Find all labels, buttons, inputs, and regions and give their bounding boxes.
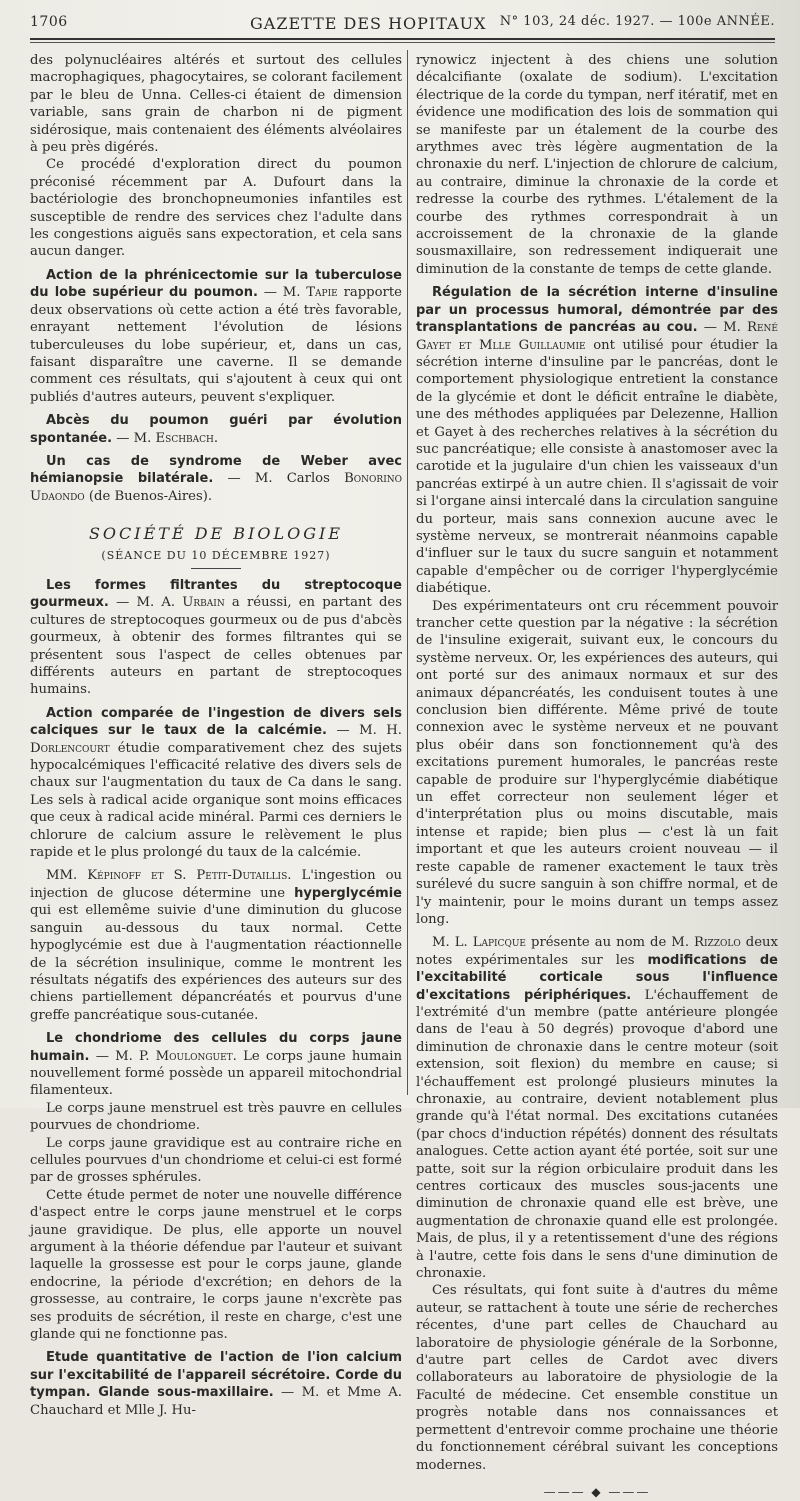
author-name: Moulonguet. [155,1048,237,1064]
author-name: — M. et Mme A. Chauchard et Mlle J. Hu- [30,1385,402,1418]
article-text: M. L. [432,935,468,951]
article-text: deux notes expérimentales sur les [416,935,778,968]
article-text: étudie comparativement chez des sujets hypocalcémiques l'efficacité relative des divers sels de chaux sur l'augmentation du taux de Ca dans le sang. Les sels à radical acide organique sont moins efficaces que ceux à radical acide minéral. Parmi ces derniers le chlorure de calcium assure le relèvement le plus rapide et le plus prolongé du taux de la calcémie. [30,740,402,861]
paragraph: Le corps jaune menstruel est très pauvre en cellules pourvues de chondriome. [30,1100,402,1134]
article-title: Action de la phrénicectomie sur la tuberculose du lobe supérieur du poumon. [30,267,402,301]
header-rule [30,38,775,40]
author-name: Eschbach. [155,430,219,446]
author-name: Urbain [182,595,225,611]
short-rule [191,568,241,569]
issue-info: N° 103, 24 déc. 1927. — 100e ANNÉE. [499,14,775,29]
society-sitting: (SÉANCE DU 10 DÉCEMBRE 1927) [101,548,331,562]
article-entry [30,1349,402,1419]
paragraph: Ce procédé d'exploration direct du poumon préconisé récemment par A. Dufourt dans la bactériologie des bronchopneumonies infantiles est susceptible de rendre des services chez l'adulte dans les congestions aiguës sans expectoration, et cela sans aucun danger. [30,157,402,260]
left-column [30,52,402,1419]
article-text: ont utilisé pour étudier la sécrétion interne d'insuline par le pancréas, dont le comportement physiologique entretient la constance de la glycémie et dont le déficit entraîne le diabète, une des méthodes appliquées par Delezenne, Hallion et Gayet à des recherches relatives à la sécrétion du suc pancréatique; elle consiste à anastomoser avec la carotide et la jugulaire d'un chien les vaisseaux d'un pancréas extirpé à un autre chien. Il s'agissait de voir si l'organe ainsi intercalé dans la circulation sanguine du porteur, mais sans connexion aucune avec le système nerveux, se montrerait néanmoins capable d'influer sur le taux du sucre sanguin et notamment capable d'empêcher ou de corriger l'hyperglycémie diabétique. [416,337,778,597]
article-entry [416,934,778,1282]
author-name: Képinoff et S. Petit-Dutaillis. [87,868,292,884]
article-keyword: hyperglycémie [294,885,402,901]
article-title: Abcès du poumon guéri par évolution spontanée. [30,413,402,446]
page-number: 1706 [30,14,68,30]
author-name: Bonorino Udaondo [30,471,403,504]
article-entry: Abcès du poumon guéri par évolution spontanée. — M. Eschbach. [30,413,402,446]
article-title: Action comparée de l'ingestion de divers sels calciques sur le taux de la calcémie. [30,705,402,739]
author-name: Dorlencourt [30,740,110,756]
paragraph: Cette étude permet de noter une nouvelle différence d'aspect entre le corps jaune menstruel et le corps jaune gravidique. De plus, elle apporte un nouvel argument à la théorie défendue par l'auteur et suivant laquelle la grossesse est pour le corps jaune, glande endocrine, la période d'excrétion; en dehors de la grossesse, au contraire, le corps jaune n'excrète pas ses produits de sécrétion, il reste en charge, c'est une glande qui ne fonctionne pas. [30,1187,402,1343]
article-text: L'échauffement de l'extrémité d'un membre (patte antérieure plongée dans de l'eau à 50 degrés) provoque d'abord une diminution de chronaxie dans le centre moteur (soit extension, soit flexion) du membre en cause; si l'échauffement est prolongé plusieurs minutes la chronaxie, au contraire, devient notablement plus grande qu'à l'état normal. Des excitations cutanées (par chocs d'induction répétés) donnent des résultats analogues. Cette action ayant été portée, soit sur une patte, soit sur la région orbiculaire produit dans les centres corticaux des muscles sous-jacents une diminution de chronaxie quand elle est brève, une augmentation de chronaxie quand elle est prolongée. Mais, de plus, il y a retentissement d'une des régions à l'autre, cette fois dans le sens d'une diminution de chronaxie. [416,987,778,1282]
article-entry: Les formes filtrantes du streptocoque gourmeux. — M. A. Urbain a réussi, en partant des cultures de streptocoques gourmeux ou de pus d'abcès gourmeux, à obtenir des formes filtrantes qui se présentent sous l'aspect de celles obtenues par différents auteurs en partant de streptocoques humains. [30,577,402,698]
journal-title: GAZETTE DES HOPITAUX [250,14,487,33]
article-entry: MM. Képinoff et S. Petit-Dutaillis. L'ingestion ou injection de glucose détermine une hyperglycémie qui est ellemême suivie d'une diminution du glucose sanguin au-dessous du taux normal. Cette hypoglycémie est due à l'augmentation réactionnelle de la sécrétion insulinique, comme le montrent les résultats négatifs des expériences des auteurs sur des chiens partiellement dépancréatés et pourvus d'une greffe pancréatique sous-cutanée. [30,868,403,1023]
article-text: rapporte deux observations où cette action a été très favorable, enrayant nettement l'évolution de lésions tuberculeuses du lobe supérieur, et, dans un cas, faisant disparaître une caverne. Il se demande comment ces résultats, qui s'ajoutent à ceux qui ont publiés d'autres auteurs, peuvent s'expliquer. [30,285,402,405]
article-entry: Un cas de syndrome de Weber avec hémianopsie bilatérale. — M. Carlos Bonorino Udaondo (de Buenos-Aires). [30,453,403,504]
article-text: qui est ellemême suivie d'une diminution du glucose sanguin au-dessous du taux normal. Cette hypoglycémie est due à l'augmentation réactionnelle de la sécrétion insulinique, comme le montrent les résultats négatifs des expériences des auteurs sur des chiens partiellement dépancréatés et pourvus d'une greffe pancréatique sous-cutanée. [30,903,402,1023]
author-name: — M. René Gayet et Mlle Guillaumie [416,320,778,353]
article-text: L'ingestion ou injection de glucose détermine une [30,868,403,901]
author-name: Tapie [306,285,338,301]
paragraph: des polynucléaires altérés et surtout des cellules macrophagiques, phagocytaires, se colorant facilement par le bleu de Unna. Celles-ci étaient de dimension variable, sans grain de charbon ni de pigment sidérosique, mais contenaient des éléments alvéolaires à peu près digérés. [30,53,402,156]
article-title: Etude quantitative de l'action de l'ion calcium sur l'excitabilité de l'appareil sécrétoire. Corde du tympan. Glande sous-maxillaire. [30,1350,402,1401]
article-title: Les formes filtrantes du streptocoque gourmeux. [30,577,402,611]
author-name: M. Carlos [254,471,330,487]
right-column [416,52,778,1501]
article-text: Le corps jaune humain nouvellement formé possède un appareil mitochondrial filamenteux. [30,1048,402,1099]
page-header [30,10,775,36]
article-entry: Action comparée de l'ingestion de divers sels calciques sur le taux de la calcémie. — M. H. Dorlencourt étudie comparativement chez des sujets hypocalcémiques l'efficacité relative des divers sels de chaux sur l'augmentation du taux de Ca dans le sang. Les sels à radical acide organique sont moins efficaces que ceux à radical acide minéral. Parmi ces derniers le chlorure de calcium assure le relèvement le plus rapide et le plus prolongé du taux de la calcémie. [30,705,402,861]
paragraph: Ces résultats, qui font suite à d'autres du même auteur, se rattachent à toute une série de recherches récentes, d'une part celles de Chauchard au laboratoire de physiologie générale de la Sorbonne, d'autre part celles de Cardot avec divers collaborateurs au laboratoire de physiologie de la Faculté de médecine. Cet ensemble constitue un progrès notable dans nos connaissances et permettent d'entrevoir comme prochaine une théorie du fonctionnement cérébral suivant les conceptions modernes. [416,1283,778,1473]
end-ornament: ——— ◆ ——— [543,1484,651,1499]
paragraph: Des expérimentateurs ont cru récemment pouvoir trancher cette question par la négative : la sécrétion de l'insuline exigerait, suivant eux, le concours du système nerveux. Or, les expériences des auteurs, qui ont porté sur des animaux normaux et sur des animaux dépancréatés, les conduisent toutes à une conclusion bien différente. Même privé de toute connexion avec le système nerveux et ne pouvant plus obéir dans son fonctionnement qu'à des excitations purement humorales, le pancréas reste capable de produire sur l'hyperglycémie diabétique un effet correcteur non seulement léger et d'interprétation plus ou moins discutable, mais intense et rapide; bien plus — c'est là un fait important et que les auteurs croient nouveau — il reste capable de ramener exactement le taux très surélevé du sucre sanguin à son chiffre normal, et de l'y maintenir, pour le moins durant un temps assez long. [416,598,778,927]
paragraph: rynowicz injectent à des chiens une solution décalcifiante (oxalate de sodium). L'excitation électrique de la corde du tympan, nerf itératif, met en évidence une modification des lois de sommation qui se manifeste par un étalement de la courbe des arythmes avec très légère augmentation de la chronaxie du nerf. L'injection de chlorure de calcium, au contraire, diminue la chronaxie de la corde et redresse la courbe des rythmes. L'étalement de la courbe des rythmes correspondrait à un accroissement de la chronaxie de la glande sousmaxillaire, son redressement indiquerait une diminution de la constante de temps de cette glande. [416,53,778,277]
author-name: Lapicque [472,935,526,951]
article-text: a réussi, en partant des cultures de streptocoques gourmeux ou de pus d'abcès gourmeux, à obtenir des formes filtrantes qui se présentent sous l'aspect de celles obtenues par différents auteurs en partant de streptocoques humains. [30,595,402,698]
column-divider [407,50,408,1095]
article-title: modifications de l'excitabilité corticale sous l'influence d'excitations périphériques. [416,952,778,1003]
author-place: (de Buenos-Aires). [88,488,213,504]
author-name: Rizzolo [694,935,741,951]
header-rule-thin [30,42,775,43]
article-title: Un cas de syndrome de Weber avec hémianopsie bilatérale. [30,453,402,487]
article-text: présente au nom de M. [531,935,690,951]
article-entry: Action de la phrénicectomie sur la tuberculose du lobe supérieur du poumon. — M. Tapie rapporte deux observations où cette action a été très favorable, enrayant nettement l'évolution de lésions tuberculeuses du lobe supérieur, et, dans un cas, faisant disparaître une caverne. Il se demande comment ces résultats, qui s'ajoutent à ceux qui ont publiés d'autres auteurs, peuvent s'expliquer. [30,267,402,405]
article-title: Le chondriome des cellules du corps jaune humain. [30,1031,402,1064]
article-title: Régulation de la sécrétion interne d'insuline par un processus humoral, démontrée par des transplantations de pancréas au cou. [416,285,778,336]
paragraph: Le corps jaune gravidique est au contraire riche en cellules pourvues d'un chondriome et celui-ci est formé par de grosses sphérules. [30,1135,402,1186]
society-title: SOCIÉTÉ DE BIOLOGIE [88,524,344,544]
article-entry [416,284,778,597]
article-entry: Le chondriome des cellules du corps jaune humain. — M. P. Moulonguet. Le corps jaune humain nouvellement formé possède un appareil mitochondrial filamenteux. [30,1031,402,1099]
